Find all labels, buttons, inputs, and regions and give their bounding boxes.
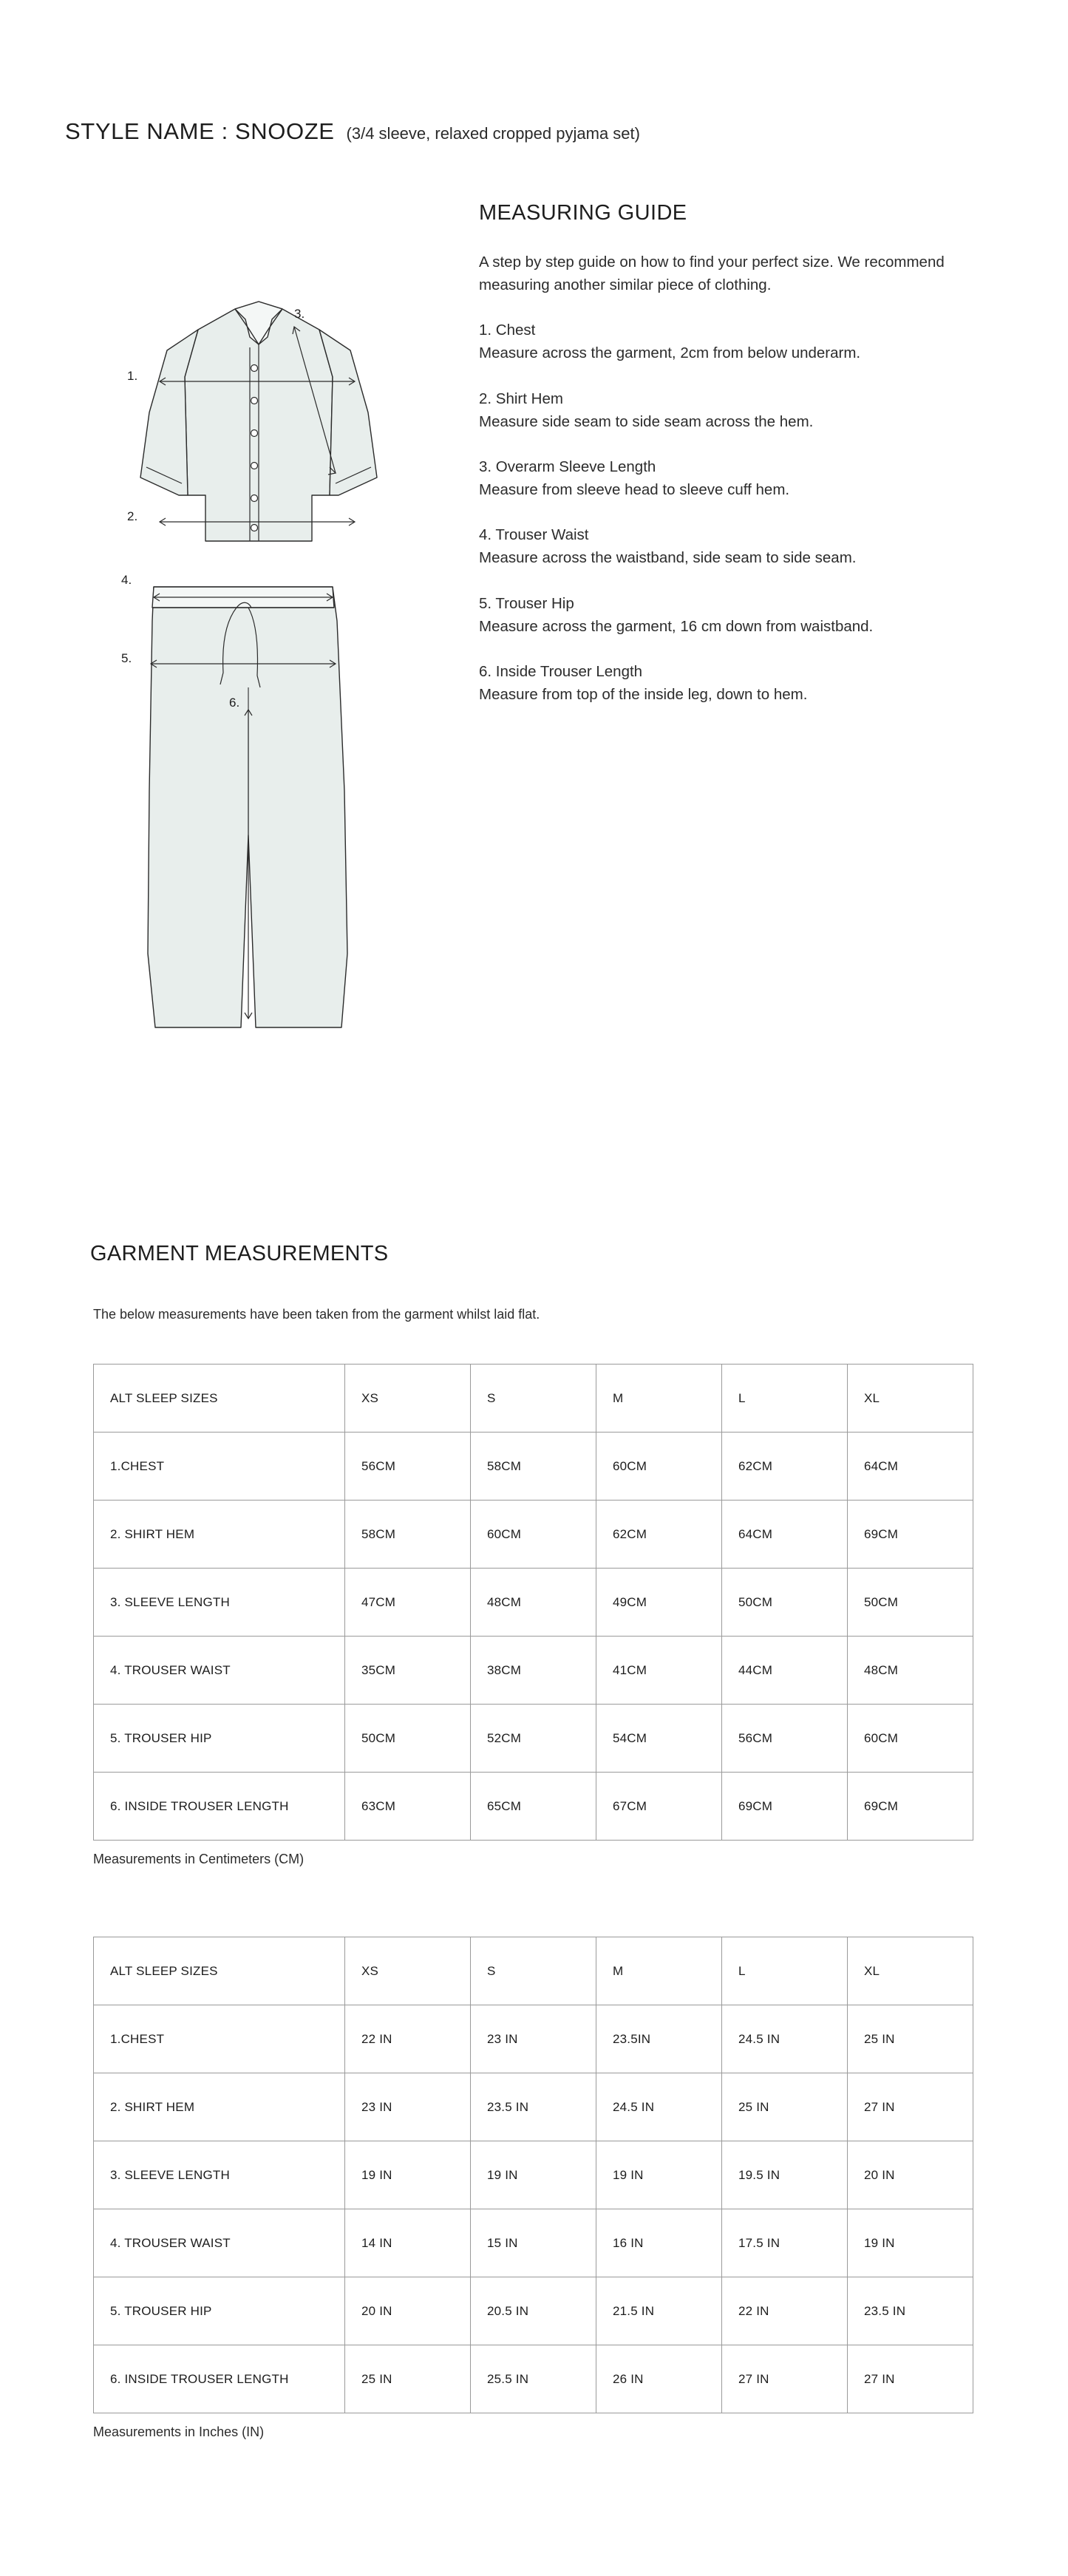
size-table-inches <box>93 1937 973 2413</box>
table-header-cell: L <box>722 1937 848 2005</box>
table-cell: 19 IN <box>471 2141 596 2209</box>
table-cell: 23.5 IN <box>848 2277 973 2345</box>
table-cell: 25 IN <box>345 2345 471 2413</box>
guide-step-4-body: Measure across the waistband, side seam to side seam. <box>479 549 857 567</box>
guide-step-4 <box>479 523 996 569</box>
table-cell: 19.5 IN <box>722 2141 848 2209</box>
table-cell: 4. TROUSER WAIST <box>94 2209 345 2277</box>
garment-measurements-title: GARMENT MEASUREMENTS <box>90 1242 389 1265</box>
measuring-guide <box>479 201 996 728</box>
table-header-cell: S <box>471 1365 596 1433</box>
table-cell: 63CM <box>345 1773 471 1841</box>
table-row <box>94 1705 973 1773</box>
table-header-cell: ALT SLEEP SIZES <box>94 1365 345 1433</box>
table-cell: 14 IN <box>345 2209 471 2277</box>
dim-label-5: 5. <box>121 651 132 665</box>
table-row <box>94 1569 973 1637</box>
size-table-cm <box>93 1364 973 1841</box>
guide-step-3-body: Measure from sleeve head to sleeve cuff hem. <box>479 481 790 499</box>
table-cell: 2. SHIRT HEM <box>94 1501 345 1569</box>
table-cell: 47CM <box>345 1569 471 1637</box>
guide-step-1 <box>479 319 996 364</box>
table-cell: 5. TROUSER HIP <box>94 2277 345 2345</box>
dim-label-4: 4. <box>121 573 132 587</box>
table-cell: 56CM <box>345 1433 471 1501</box>
table-cell: 49CM <box>596 1569 722 1637</box>
style-description: (3/4 sleeve, relaxed cropped pyjama set) <box>346 124 640 143</box>
table-cell: 52CM <box>471 1705 596 1773</box>
table-cell: 1.CHEST <box>94 1433 345 1501</box>
table-cell: 24.5 IN <box>722 2005 848 2073</box>
table-cell: 64CM <box>722 1501 848 1569</box>
table-cell: 23 IN <box>471 2005 596 2073</box>
style-header <box>65 118 640 145</box>
table-cell: 2. SHIRT HEM <box>94 2073 345 2141</box>
table-header-cell: ALT SLEEP SIZES <box>94 1937 345 2005</box>
table-cell: 56CM <box>722 1705 848 1773</box>
garment-illustration <box>111 273 436 1183</box>
table-cell: 60CM <box>848 1705 973 1773</box>
table-cell: 23 IN <box>345 2073 471 2141</box>
table-cell: 50CM <box>345 1705 471 1773</box>
table-header-cell: M <box>596 1365 722 1433</box>
table-cell: 6. INSIDE TROUSER LENGTH <box>94 2345 345 2413</box>
table-row <box>94 1773 973 1841</box>
measuring-guide-title: MEASURING GUIDE <box>479 201 687 225</box>
table-cell: 41CM <box>596 1637 722 1705</box>
table-cell: 4. TROUSER WAIST <box>94 1637 345 1705</box>
table-cell: 22 IN <box>345 2005 471 2073</box>
guide-step-1-title: 1. Chest <box>479 322 536 339</box>
table-cell: 20.5 IN <box>471 2277 596 2345</box>
guide-step-5-body: Measure across the garment, 16 cm down from waistband. <box>479 617 874 635</box>
table-row <box>94 2073 973 2141</box>
garment-measurements-note: The below measurements have been taken from the garment whilst laid flat. <box>93 1307 540 1322</box>
table-cell: 16 IN <box>596 2209 722 2277</box>
table-cell: 15 IN <box>471 2209 596 2277</box>
table-cell: 25 IN <box>722 2073 848 2141</box>
guide-step-1-body: Measure across the garment, 2cm from below underarm. <box>479 344 861 362</box>
table-cell: 5. TROUSER HIP <box>94 1705 345 1773</box>
table-cell: 23.5 IN <box>471 2073 596 2141</box>
table-cell: 27 IN <box>722 2345 848 2413</box>
table-cell: 26 IN <box>596 2345 722 2413</box>
guide-step-5-title: 5. Trouser Hip <box>479 594 574 612</box>
table-header-cell: M <box>596 1937 722 2005</box>
table-row <box>94 1637 973 1705</box>
table-cell: 25.5 IN <box>471 2345 596 2413</box>
table-cell: 60CM <box>596 1433 722 1501</box>
dim-label-1: 1. <box>127 369 138 383</box>
guide-step-4-title: 4. Trouser Waist <box>479 526 589 544</box>
measuring-guide-intro: A step by step guide on how to find your perfect size. We recommend measuring another similar piece of clothing. <box>479 254 945 294</box>
guide-step-6-body: Measure from top of the inside leg, down to hem. <box>479 686 808 704</box>
guide-step-6-title: 6. Inside Trouser Length <box>479 662 643 680</box>
dim-label-2: 2. <box>127 509 138 523</box>
table-cell: 58CM <box>345 1501 471 1569</box>
table-cell: 1.CHEST <box>94 2005 345 2073</box>
table-cell: 24.5 IN <box>596 2073 722 2141</box>
table-cell: 64CM <box>848 1433 973 1501</box>
table-cell: 62CM <box>596 1501 722 1569</box>
table-row <box>94 2345 973 2413</box>
table-cell: 19 IN <box>345 2141 471 2209</box>
table-cell: 69CM <box>848 1773 973 1841</box>
table-cell: 60CM <box>471 1501 596 1569</box>
table-cell: 48CM <box>471 1569 596 1637</box>
table-header-cell: L <box>722 1365 848 1433</box>
table-cell: 54CM <box>596 1705 722 1773</box>
table-header-cell: XL <box>848 1365 973 1433</box>
table-header-row <box>94 1937 973 2005</box>
table-cell: 17.5 IN <box>722 2209 848 2277</box>
table-cell: 65CM <box>471 1773 596 1841</box>
table-cell: 19 IN <box>848 2209 973 2277</box>
table-row <box>94 1433 973 1501</box>
guide-step-6 <box>479 660 996 706</box>
guide-step-2-body: Measure side seam to side seam across the hem. <box>479 412 814 430</box>
inches-caption: Measurements in Inches (IN) <box>93 2424 265 2439</box>
table-cell: 6. INSIDE TROUSER LENGTH <box>94 1773 345 1841</box>
table-cell: 50CM <box>848 1569 973 1637</box>
table-row <box>94 1501 973 1569</box>
table-header-cell: S <box>471 1937 596 2005</box>
table-row <box>94 2005 973 2073</box>
cm-caption: Measurements in Centimeters (CM) <box>93 1852 305 1866</box>
table-header-cell: XS <box>345 1365 471 1433</box>
table-cell: 58CM <box>471 1433 596 1501</box>
table-cell: 20 IN <box>848 2141 973 2209</box>
table-row <box>94 2209 973 2277</box>
table-cell: 38CM <box>471 1637 596 1705</box>
table-cell: 20 IN <box>345 2277 471 2345</box>
table-cell: 44CM <box>722 1637 848 1705</box>
table-row <box>94 2141 973 2209</box>
table-header-cell: XS <box>345 1937 471 2005</box>
table-cell: 48CM <box>848 1637 973 1705</box>
table-cell: 3. SLEEVE LENGTH <box>94 1569 345 1637</box>
style-name: STYLE NAME : SNOOZE <box>65 118 335 144</box>
guide-step-3 <box>479 455 996 501</box>
guide-step-2 <box>479 387 996 433</box>
table-cell: 35CM <box>345 1637 471 1705</box>
table-cell: 27 IN <box>848 2345 973 2413</box>
table-row <box>94 2277 973 2345</box>
guide-step-2-title: 2. Shirt Hem <box>479 390 563 407</box>
table-cell: 22 IN <box>722 2277 848 2345</box>
table-cell: 3. SLEEVE LENGTH <box>94 2141 345 2209</box>
dim-label-6: 6. <box>229 696 240 710</box>
table-header-cell: XL <box>848 1937 973 2005</box>
table-cell: 21.5 IN <box>596 2277 722 2345</box>
table-cell: 67CM <box>596 1773 722 1841</box>
table-cell: 69CM <box>848 1501 973 1569</box>
table-cell: 25 IN <box>848 2005 973 2073</box>
dim-label-3: 3. <box>294 307 305 321</box>
guide-step-3-title: 3. Overarm Sleeve Length <box>479 458 656 475</box>
guide-step-5 <box>479 592 996 638</box>
table-cell: 27 IN <box>848 2073 973 2141</box>
table-cell: 19 IN <box>596 2141 722 2209</box>
table-cell: 69CM <box>722 1773 848 1841</box>
table-cell: 50CM <box>722 1569 848 1637</box>
table-cell: 23.5IN <box>596 2005 722 2073</box>
table-cell: 62CM <box>722 1433 848 1501</box>
table-header-row <box>94 1365 973 1433</box>
